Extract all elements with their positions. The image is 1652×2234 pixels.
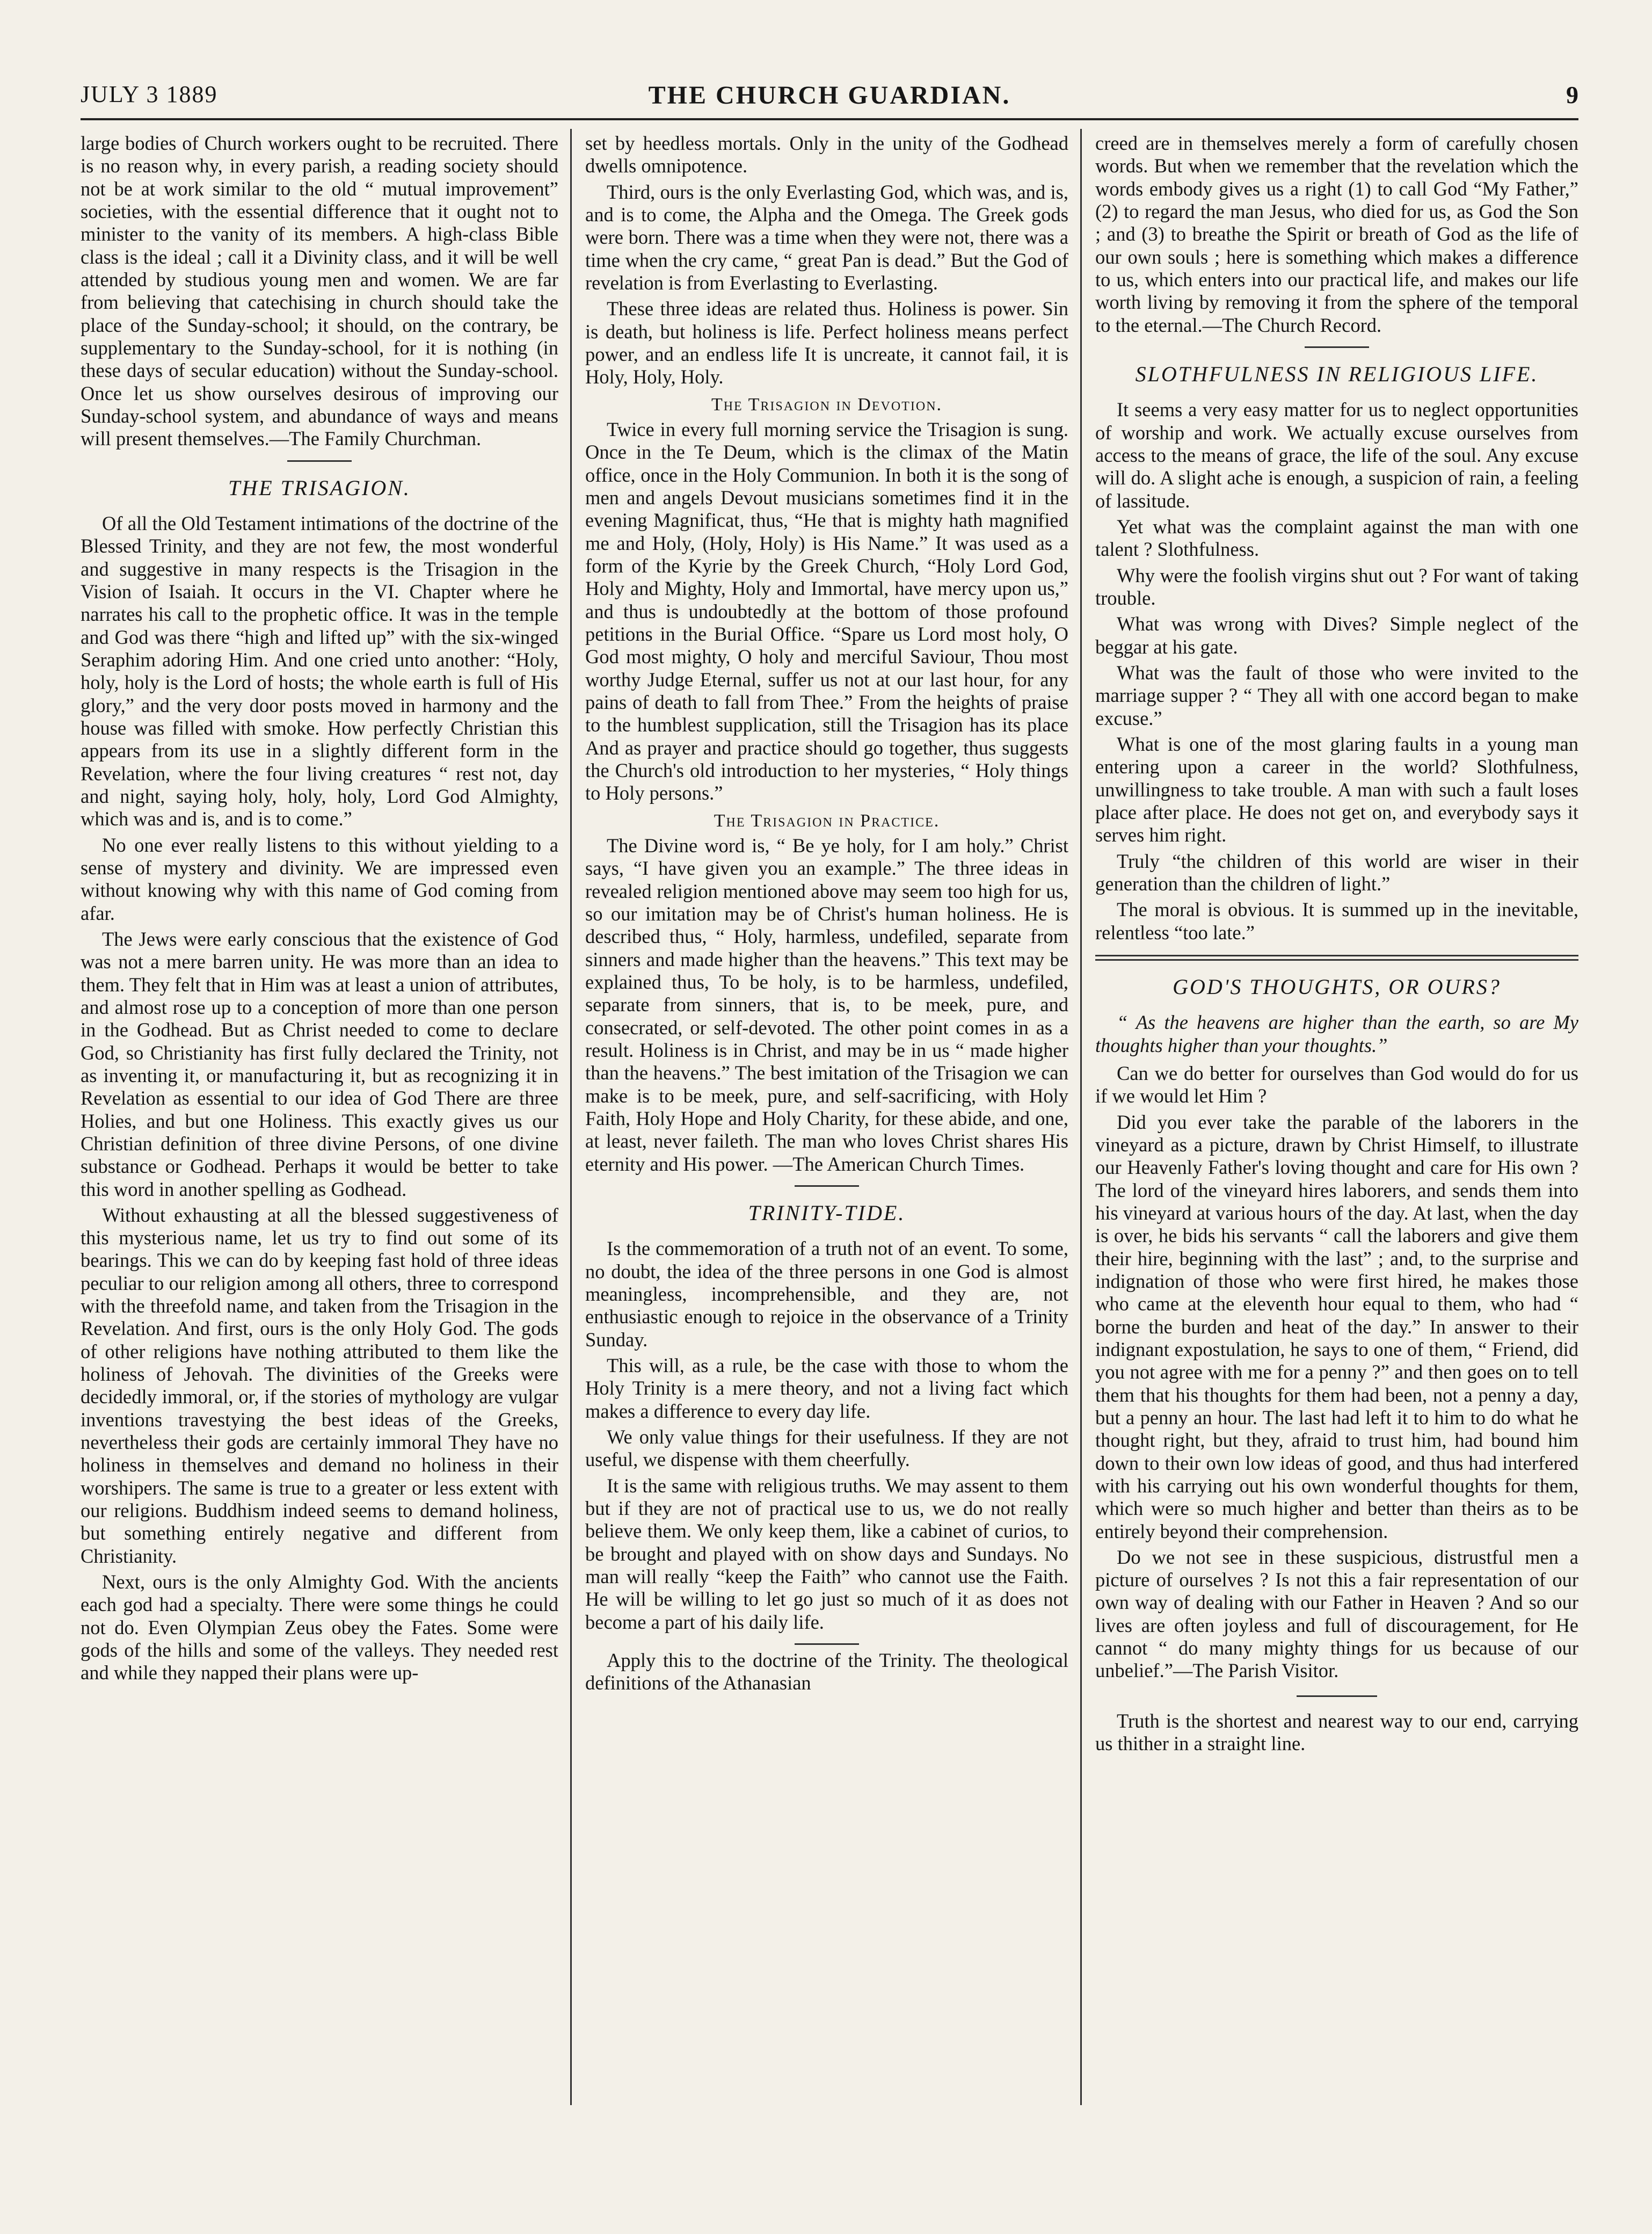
article-paragraph: It seems a very easy matter for us to neglect opportunities of worship and work. We actually excuse ourselves from access to the means of grace, the life of the soul. Any excuse will do. A slight ache is enough, a suspicion of rain, a feeling of lassitude. — [1095, 398, 1578, 512]
column-2 — [585, 132, 1068, 2100]
article-paragraph: Next, ours is the only Almighty God. With the ancients each god had a specialty. There were some things he could not do. Even Olympian Zeus obey the Fates. Some were gods of the hills and some of the valleys. They needed rest and while they napped their plans were up- — [81, 1571, 558, 1684]
article-paragraph: We only value things for their usefulness. If they are not useful, we dispense with them cheerfully. — [585, 1426, 1068, 1471]
page-number: 9 — [1566, 81, 1578, 108]
article-paragraph: What was wrong with Dives? Simple neglect of the beggar at his gate. — [1095, 613, 1578, 658]
subheading-devotion: The Trisagion in Devotion. — [711, 394, 943, 415]
article-paragraph: Truth is the shortest and nearest way to our end, carrying us thither in a straight line. — [1095, 1709, 1578, 1755]
article-heading-slothfulness: SLOTHFULNESS IN RELIGIOUS LIFE. — [1135, 361, 1539, 386]
article-paragraph: Yet what was the complaint against the man with one talent ? Slothfulness. — [1095, 515, 1578, 561]
article-paragraph: Without exhausting at all the blessed suggestiveness of this mysterious name, let us try to find out some of its bearings. This we can do by keeping fast hold of three ideas peculiar to our religion among all others, three to correspond with the threefold name, and taken from the Trisagion in the Revelation. And first, ours is the only Holy God. The gods of other religions have nothing attributed to them like the holiness of Jehovah. The divinities of the Greeks were decidedly immoral, or, if the stories of mythology are vulgar inventions travestying the best ideas of the Greeks, nevertheless their gods are certainly immoral They have no holiness in themselves and demand no holiness in their worshipers. The same is true to a greater or less extent with our religions. Buddhism indeed seems to demand holiness, but something entirely negative and different from Christianity. — [81, 1203, 558, 1567]
section-divider — [795, 1185, 859, 1187]
article-paragraph: Did you ever take the parable of the laborers in the vineyard as a picture, drawn by Christ Himself, to illustrate our Heavenly Father's loving thought and care for His own ? The lord of the vineyard hires laborers, and sends them into his vineyard at various hours of the day. At last, when the day is over, he bids his servants “ call the laborers and give them their hire, beginning with the last” ; and, to the surprise and indignation of those who were first hired, he makes those who came at the eleventh hour equal to them, who had “ borne the burden and heat of the day.” In answer to their indignant expostulation, he says to one of them, “ Friend, did you not agree with me for a penny ?” and then goes on to tell them that his thoughts for them had been, not a penny a day, but a penny an hour. The last had left it to him to do what he thought right, but they, afraid to trust him, had bound him down to their own low ideas of good, and thus had interfered with his carrying out his own wonderful thoughts for them, which were so much higher and better than theirs as to be entirely beyond their comprehension. — [1095, 1111, 1578, 1542]
article-paragraph: creed are in themselves merely a form of carefully chosen words. But when we remember that the revelation which the words embody gives us a right (1) to call God “My Father,” (2) to regard the man Jesus, who died for us, as God the Son ; and (3) to breathe the Spirit or breath of God as the life of our own souls ; here is something which makes a difference to us, which enters into our practical life, and makes our life worth living by removing it from the sphere of the temporal to the eternal.—The Church Record. — [1095, 132, 1578, 336]
section-divider — [1297, 1695, 1377, 1697]
article-paragraph: It is the same with religious truths. We may assent to them but if they are not of practical use to us, we do not really believe them. We only keep them, like a cabinet of curios, to be brought and played with on show days and Sundays. No man will really “keep the Faith” who cannot use the Faith. He will be willing to let go just so much of it as does not become a part of his daily life. — [585, 1474, 1068, 1633]
article-paragraph: Why were the foolish virgins shut out ? For want of taking trouble. — [1095, 564, 1578, 609]
section-divider — [287, 460, 352, 462]
column-1 — [81, 132, 558, 2100]
section-divider — [795, 1643, 859, 1645]
article-paragraph: large bodies of Church workers ought to be recruited. There is no reason why, in every parish, a reading society should not be at work similar to the old “ mutual improvement” societies, with the essential difference that it ought not to minister to the vanity of its members. A high-class Bible class is the ideal ; call it a Divinity class, and it will be well attended by studious young men and women. We are far from believing that catechising in church should take the place of the Sunday-school; it should, on the contrary, be supplementary to the Sunday-school, for it is nothing (in these days of secular education) without the Sunday-school. Once let us show ourselves desirous of improving our Sunday-school system, and abundance of ways and means will present themselves.—The Family Churchman. — [81, 132, 558, 450]
article-epigraph: “ As the heavens are higher than the earth, so are My thoughts higher than your thoughts.” — [1095, 1011, 1578, 1056]
article-paragraph: Do we not see in these suspicious, distrustful men a picture of ourselves ? Is not this a fair representation of our own way of dealing with our Father in Heaven ? And so our lives are often joyless and full of discouragement, for He cannot “ do many mighty things for us because of our unbelief.”—The Parish Visitor. — [1095, 1546, 1578, 1682]
article-paragraph: Third, ours is the only Everlasting God, which was, and is, and is to come, the Alpha and the Omega. The Greek gods were born. There was a time when they were not, there was a time when the cry came, “ great Pan is dead.” But the God of revelation is from Everlasting to Everlasting. — [585, 180, 1068, 294]
column-rule — [1080, 129, 1082, 2105]
newspaper-title: THE CHURCH GUARDIAN. — [648, 81, 1011, 110]
article-heading-trinity-tide: TRINITY-TIDE. — [748, 1200, 906, 1225]
article-paragraph: The Jews were early conscious that the existence of God was not a mere barren unity. He was more than an idea to them. They felt that in Him was at least a union of attributes, and almost rose up to a conception of more than one person in the Godhead. But as Christ needed to come to declare God, so Christianity has first fully declared the Trinity, not as inventing it, or manufacturing it, but as recognizing it in Revelation as essential to our idea of God There are three Holies, and but one Holiness. This exactly gives us our Christian definition of three divine Persons, of one divine substance or Godhead. Perhaps it would be better to take this word in another spelling as Godhead. — [81, 927, 558, 1200]
article-paragraph: set by heedless mortals. Only in the unity of the Godhead dwells omnipotence. — [585, 132, 1068, 177]
article-heading-gods-thoughts: GOD'S THOUGHTS, OR OURS? — [1173, 974, 1501, 999]
article-paragraph: Is the commemoration of a truth not of an event. To some, no doubt, the idea of the three persons in one God is almost meaningless, incomprehensible, and they are, not enthusiastic enough to rejoice in the observance of a Trinity Sunday. — [585, 1237, 1068, 1351]
article-heading-trisagion: THE TRISAGION. — [228, 475, 411, 500]
article-paragraph: What was the fault of those who were invited to the marriage supper ? “ They all with one accord began to make excuse.” — [1095, 661, 1578, 729]
article-paragraph: Truly “the children of this world are wiser in their generation than the children of light.” — [1095, 850, 1578, 895]
column-rule — [570, 129, 572, 2105]
article-paragraph: Can we do better for ourselves than God would do for us if we would let Him ? — [1095, 1062, 1578, 1107]
section-divider — [1305, 346, 1369, 348]
column-3 — [1095, 132, 1578, 2100]
article-paragraph: No one ever really listens to this without yielding to a sense of mystery and divinity. We are impressed even without knowing why with this name of God coming from afar. — [81, 833, 558, 924]
article-paragraph: The moral is obvious. It is summed up in the inevitable, relentless “too late.” — [1095, 898, 1578, 944]
article-paragraph: Of all the Old Testament intimations of the doctrine of the Blessed Trinity, and they are not few, the most wonderful and suggestive in many respects is the Trisagion in the Vision of Isaiah. It occurs in the VI. Chapter where he narrates his call to the prophetic office. It was in the temple and God was there “high and lifted up” with the six-winged Seraphim adoring Him. And one cried unto another: “Holy, holy, holy is the Lord of hosts; the whole earth is full of His glory,” and the very door posts moved in harmony and the house was filled with smoke. How perfectly Christian this appears from its use in a slightly different form in the Revelation, where the four living creatures “ rest not, day and night, saying holy, holy, holy, Lord God Almighty, which was and is, and is to come.” — [81, 512, 558, 830]
issue-date: JULY 3 1889 — [81, 81, 218, 107]
section-divider — [1095, 955, 1578, 961]
article-paragraph: Twice in every full morning service the Trisagion is sung. Once in the Te Deum, which is the climax of the Matin office, once in the Holy Communion. In both it is the song of men and angels Devout musicians sometimes find it in the evening Magnificat, thus, “He that is mighty hath magnified me and Holy, (Holy, Holy) is His Name.” It was used as a form of the Kyrie by the Greek Church, “Holy Lord God, Holy and Mighty, Holy and Immortal, have mercy upon us,” and thus is undoubtedly at the bottom of those profound petitions in the Burial Office. “Spare us Lord most holy, O God most mighty, O holy and merciful Saviour, Thou most worthy Judge Eternal, suffer us not at our last hour, for any pains of death to fall from Thee.” From the heights of praise to the humblest supplication, still the Trisagion has its place And as prayer and practice should go together, thus suggests the Church's old introduction to her mysteries, “ Holy things to Holy persons.” — [585, 418, 1068, 804]
masthead — [81, 81, 1578, 120]
article-paragraph: The Divine word is, “ Be ye holy, for I am holy.” Christ says, “I have given you an example.” The three ideas in revealed religion mentioned above may seem too high for us, so our imitation may be of Christ's human holiness. He is described thus, “ Holy, harmless, undefiled, separate from sinners and made higher than the heavens.” This text may be explained thus, To be holy, is to be harmless, undefiled, separate from sinners, that is, to be meek, pure, and consecrated, or self-devoted. The other point comes in as a result. Holiness is in Christ, and may be in us “ made higher than the heavens.” The best imitation of the Trisagion we can make is to be meek, pure, and self-sacrificing, with Holy Faith, Holy Hope and Holy Charity, for these abide, and one, at least, never faileth. The man who loves Christ shares His eternity and His power. —The American Church Times. — [585, 835, 1068, 1175]
article-paragraph: Apply this to the doctrine of the Trinity. The theological definitions of the Athanasian — [585, 1649, 1068, 1694]
article-paragraph: These three ideas are related thus. Holiness is power. Sin is death, but holiness is life. Perfect holiness means perfect power, and an endless life It is uncreate, it cannot fail, it is Holy, Holy, Holy. — [585, 298, 1068, 388]
article-paragraph: This will, as a rule, be the case with those to whom the Holy Trinity is a mere theory, and not a living fact which makes a difference to every day life. — [585, 1354, 1068, 1422]
subheading-practice: The Trisagion in Practice. — [714, 810, 940, 831]
article-paragraph: What is one of the most glaring faults in a young man entering upon a career in the world? Slothfulness, unwillingness to take trouble. A man with such a fault loses place after place. He does not get on, and everybody says it serves him right. — [1095, 732, 1578, 846]
